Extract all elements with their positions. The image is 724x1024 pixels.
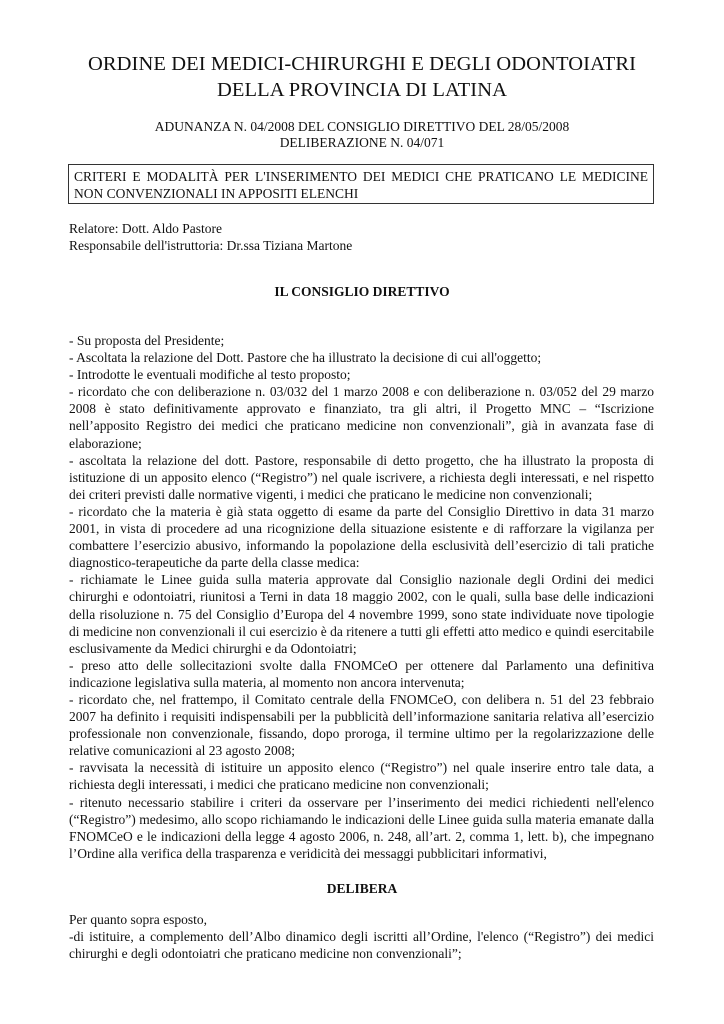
considerations-list: [69, 332, 654, 862]
resolution-number: DELIBERAZIONE N. 04/071: [279, 135, 445, 150]
org-title-line2: DELLA PROVINCIA DI LATINA: [216, 79, 508, 101]
resolves-item: -di istituire, a complemento dell’Albo dinamico degli iscritti all’Ordine, l'elenco (“Registro”) dei medici chirurghi e degli odontoiatri che praticano medicine non convenzionali”;: [69, 929, 654, 962]
resolves-list: [69, 911, 654, 962]
responsible-officer: Responsabile dell'istruttoria: Dr.ssa Tiziana Martone: [69, 238, 353, 253]
rapporteur: Relatore: Dott. Aldo Pastore: [69, 221, 222, 236]
subject-text: CRITERI E MODALITÀ PER L'INSERIMENTO DEI MEDICI CHE PRATICANO LE MEDICINE NON CONVENZIONALI IN APPOSITI ELENCHI: [74, 169, 648, 201]
consideration-item: - preso atto delle sollecitazioni svolte dalla FNOMCeO per ottenere dal Parlamento una definitiva indicazione legislativa sulla materia, al momento non ancora intervenuta;: [69, 657, 654, 690]
meeting-reference: ADUNANZA N. 04/2008 DEL CONSIGLIO DIRETTIVO DEL 28/05/2008: [154, 119, 570, 134]
consideration-item: - Introdotte le eventuali modifiche al testo proposto;: [69, 367, 351, 383]
consideration-item: - ricordato che con deliberazione n. 03/032 del 1 marzo 2008 e con deliberazione n. 03/052 del 29 marzo 2008 è stato definitivamente approvato e finanziato, tra gli altri, il Progetto MNC – “Iscrizione nell’apposito Registro dei medici che praticano medicine non convenzionali”, già in avanzata fase di elaborazione;: [69, 384, 654, 451]
consideration-item: - ritenuto necessario stabilire i criteri da osservare per l’inserimento dei medici richiedenti nell'elenco (“Registro”) medesimo, allo scopo richiamando le indicazioni delle Linee guida sulla materia emanate dalla FNOMCeO e le indicazioni della legge 4 agosto 2006, n. 248, all’art. 2, comma 1, lett. b), che impegnano l’Ordine alla verifica della trasparenza e veridicità dei messaggi pubblicitari informativi,: [69, 794, 654, 861]
resolves-heading: DELIBERA: [326, 881, 398, 896]
consideration-item: - Ascoltata la relazione del Dott. Pastore che ha illustrato la decisione di cui all'oggetto;: [69, 350, 542, 366]
council-heading: IL CONSIGLIO DIRETTIVO: [274, 284, 450, 299]
consideration-item: - ricordato che, nel frattempo, il Comitato centrale della FNOMCeO, con delibera n. 51 del 23 febbraio 2007 ha definito i requisiti indispensabili per la pubblicità dell’informazione sanitaria relativa all’esercizio professionale non convenzionale, fissando, dopo proroga, il termine ultimo per la regolarizzazione delle relative comunicazioni al 23 agosto 2008;: [69, 691, 654, 759]
org-title-line1: ORDINE DEI MEDICI-CHIRURGHI E DEGLI ODONTOIATRI: [87, 53, 637, 75]
consideration-item: - ravvisata la necessità di istituire un apposito elenco (“Registro”) nel quale inserire entro tale data, a richiesta degli interessati, i medici che praticano medicine non convenzionali;: [69, 760, 654, 793]
consideration-item: - ricordato che la materia è già stata oggetto di esame da parte del Consiglio Direttivo in data 31 marzo 2001, in vista di procedere ad una ricognizione della situazione esistente e di rafforzare la vigilanza per combattere l’esercizio abusivo, informando la popolazione della esclusività dell’esercizio di tali pratiche diagnostico-terapeutiche da parte della classe medica:: [69, 503, 654, 571]
consideration-item: - Su proposta del Presidente;: [69, 333, 225, 348]
resolves-item: Per quanto sopra esposto,: [69, 912, 207, 927]
consideration-item: - ascoltata la relazione del dott. Pastore, responsabile di detto progetto, che ha illustrato la proposta di istituzione di un apposito elenco (“Registro”) nel quale iscrivere, a richiesta degli interessati, e nel rispetto dei criteri previsti dalle normative vigenti, i medici che praticano le medicine non convenzionali;: [69, 452, 654, 502]
subject-box: [68, 164, 654, 204]
consideration-item: - richiamate le Linee guida sulla materia approvate dal Consiglio nazionale degli Ordini dei medici chirurghi e odontoiatri, riunitosi a Terni in data 18 maggio 2002, con le quali, sulla base delle indicazioni della risoluzione n. 75 del Consiglio d’Europa del 4 novembre 1999, sono state individuate nove tipologie di medicine non convenzionali il cui esercizio è da ritenere a tutti gli effetti atto medico e quindi esercitabile esclusivamente da Medici chirurghi e da Odontoiatri;: [69, 572, 654, 656]
